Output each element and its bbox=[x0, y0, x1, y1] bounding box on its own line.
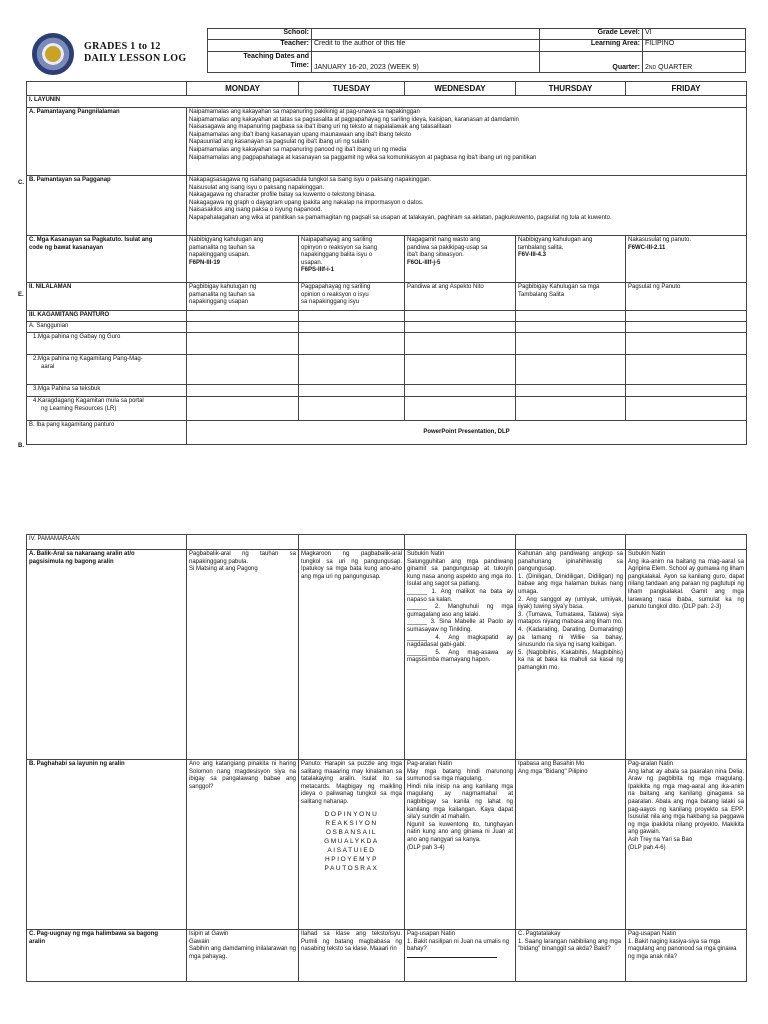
kasanayan-text: pandiwa sa pakikipag-usap sa bbox=[407, 244, 488, 251]
day-header-blank bbox=[27, 82, 187, 96]
puzzle-row: DOPINYONU bbox=[324, 810, 379, 818]
balik-aral-text: Salungguhitan ang mga pandiwang ginamit sa pangungusap at tukuyin kung nasa anong aspekto ang mga ito. Isulat ang sagot sa patlang. bbox=[407, 558, 513, 588]
pag-uugnay-thursday bbox=[516, 930, 626, 982]
pag-uugnay-text: C. Pagtatalakay bbox=[518, 931, 561, 937]
paghahabi-row bbox=[27, 760, 747, 930]
word-puzzle bbox=[301, 810, 402, 873]
nilalaman-text: sa napakinggang isyu bbox=[301, 299, 360, 306]
pag-uugnay-text: Sabihin ang damdaming inilalarawan ng mga pahayag. bbox=[189, 946, 296, 960]
margin-marker-c: C. bbox=[18, 180, 24, 186]
iba-pang-kagamitan-value: PowerPoint Presentation, DLP bbox=[187, 421, 747, 445]
paghahabi-label: B. Paghahabi sa layunin ng aralin bbox=[27, 760, 187, 930]
content-standard-line: Naipamamalas ang kakayahan sa mapanuring pakikinig at pag-unawa sa napakinggan bbox=[189, 109, 420, 115]
puzzle-row: HPIOYEMYP bbox=[324, 855, 379, 863]
balik-aral-item: 2. Ang sanggol ay (umiyak, umiiyak, iiyak) tuwing siya'y basa. bbox=[518, 596, 623, 611]
sanggunian-label: A. Sanggunian bbox=[27, 322, 187, 333]
kasanayan-row bbox=[27, 236, 747, 283]
kasanayan-text: Nabibigyang kahulugan ang bbox=[189, 237, 264, 243]
performance-standard-line: Nakapagsasagawa ng isahang pagsasadula tungkol sa isang isyu o paksang napakinggan. bbox=[189, 177, 432, 183]
day-wednesday: WEDNESDAY bbox=[405, 82, 516, 96]
balik-aral-item: 4. (Kadarating, Darating, Dumarating) pa lamang ni Willie sa bahay, sinusundo na siya ng isang kaibigan. bbox=[518, 626, 623, 649]
kasanayan-text: Nagagamit nang wasto ang bbox=[407, 237, 481, 243]
grade-level-value: VI bbox=[643, 29, 746, 40]
pag-uugnay-text: 1. Saang larangan nabibilang ang mga "bidang" binanggit sa akda? Bakit? bbox=[518, 938, 622, 953]
deped-seal-icon bbox=[32, 33, 74, 75]
procedures-table bbox=[26, 534, 747, 982]
balik-aral-text: Si Matsing at ang Pagong bbox=[189, 566, 258, 573]
pamantayan-sa-pagganap-content bbox=[187, 176, 747, 236]
school-label: School: bbox=[208, 29, 312, 40]
kasanayan-text: Nakasusulat ng panuto. bbox=[628, 237, 692, 243]
kasanayan-text: napakinggang usapan. bbox=[189, 252, 250, 259]
teaching-dates-value: JANUARY 16-20, 2023 (WEEK 9) bbox=[312, 51, 540, 72]
paghahabi-text: Pag-aralan Natin bbox=[628, 761, 674, 767]
teaching-dates-label-line2: Time: bbox=[290, 61, 309, 69]
pamantayan-sa-pagganap-label: B. Pamantayan sa Pagganap bbox=[27, 176, 187, 236]
kasanayan-monday bbox=[187, 236, 299, 283]
kasanayan-code: F6PS-IIIf-i-1 bbox=[301, 267, 335, 274]
balik-aral-label-line2: pagsisimula ng bagong aralin bbox=[29, 558, 114, 565]
balik-aral-text: Kahunan ang pandiwang angkop sa panahunang ipinahihiwatig sa pangungusap. bbox=[518, 551, 623, 573]
nilalaman-text: Pandiwa at ang Aspekto Nito bbox=[407, 284, 484, 290]
paghahabi-monday: Ano ang katangiang pinakita ni haring Solomon nang magdesisyon siya na ibigay sa pangalawang babae ang sanggol? bbox=[187, 760, 299, 930]
header bbox=[26, 28, 746, 73]
kasanayan-text: pamanalita ng tauhan sa bbox=[189, 244, 255, 251]
balik-aral-wednesday bbox=[405, 550, 516, 760]
paghahabi-text: Ang lahat ay abala sa paaralan nina Delia. Araw ng pagbibita ng mga magulang. Ipakikita ng mga mag-aaral ang ika-anim na baitang ang kanilang ginagawa sa paaralan. Abala ang mga batang lalaki sa pag-aayos ng kanilang proyekto sa EPP. Isusulat nila ang mga hakbang sa paggawa ng mga ipakikita nilang proyekto. Makikita ang gawain. bbox=[628, 768, 744, 836]
kasanayan-text: opinyon o reaksyon sa isang bbox=[301, 244, 378, 251]
balik-aral-text: Pagbabalik-aral ng tauhan sa napakinggang pabula. bbox=[189, 551, 296, 565]
paghahabi-text: Pag-aralan Natin bbox=[407, 761, 453, 767]
title-grades: GRADES 1 to 12 bbox=[84, 41, 161, 52]
nilalaman-label: II. NILALAMAN bbox=[27, 283, 187, 311]
title-daily-lesson-log: DAILY LESSON LOG bbox=[84, 53, 187, 64]
nilalaman-text: Pagbibigay Kahulugan sa mga bbox=[518, 284, 600, 290]
nilalaman-text: Pagsulat ng Panuto bbox=[628, 284, 681, 290]
paghahabi-text: Ang mga "Bidang" Pilipino bbox=[518, 768, 588, 775]
pag-uugnay-text: Pag-usapan Natin bbox=[407, 931, 456, 937]
teksbuk-label: 3.Mga Pahina sa teksbuk bbox=[27, 385, 187, 397]
gabay-guro-label: 1.Mga pahina ng Gabay ng Guro bbox=[27, 333, 187, 355]
content-standard-line: Napauunlad ang kasanayan sa pagsulat ng iba't ibang uri ng sulatin bbox=[189, 139, 369, 146]
balik-aral-friday bbox=[626, 550, 747, 760]
pag-uugnay-friday bbox=[626, 930, 747, 982]
pag-uugnay-monday bbox=[187, 930, 299, 982]
pag-uugnay-label-line2: aralin bbox=[29, 938, 46, 945]
nilalaman-text: Tambalang Salita bbox=[518, 291, 565, 298]
pag-uugnay-text: Isipin at Gawin bbox=[189, 931, 229, 937]
paghahabi-text: Ash Trey na Yari sa Bao bbox=[628, 836, 693, 843]
pag-uugnay-text: Pag-usapan Natin bbox=[628, 931, 677, 937]
kasanayan-code: F6WC-III-2.11 bbox=[628, 244, 666, 251]
kasanayan-text: iba't ibang sitwasyon. bbox=[407, 252, 464, 259]
nilalaman-text: Pagbibigay kahulugan ng bbox=[189, 284, 257, 290]
learning-area-value: FILIPINO bbox=[643, 40, 746, 51]
puzzle-row: GMUALYKDA bbox=[324, 837, 379, 845]
quarter-label: Quarter: bbox=[540, 51, 643, 72]
paghahabi-friday bbox=[626, 760, 747, 930]
performance-standard-line: Nakagagawa ng graph o dayagram upang ipakita ang nakalap na impormasyon o datos. bbox=[189, 199, 424, 206]
paghahabi-thursday bbox=[516, 760, 626, 930]
balik-aral-item: ______ 5. Ang mag-asawa ay magsisimba mamayang hapon. bbox=[407, 649, 513, 664]
balik-aral-item: ______ 3. Sina Mabelle at Paolo ay sumasayaw ng Tinikling. bbox=[407, 619, 513, 633]
puzzle-row: PAUTOSRAX bbox=[324, 864, 379, 872]
nilalaman-friday bbox=[626, 283, 747, 311]
pamamaraan-heading: IV. PAMAMARAAN bbox=[27, 535, 187, 550]
kasanayan-tuesday bbox=[299, 236, 405, 283]
pag-uugnay-text: 1. Bakit naging kasiya-siya sa mga magulang ang panonood sa mga ginawa ng mga anak nila? bbox=[628, 938, 737, 960]
kasanayan-code: F6OL-IIIf-j-5 bbox=[407, 259, 441, 266]
answer-line bbox=[407, 954, 513, 962]
content-standard-line: Naisasagawa ang mapanuring pagbasa sa iba't ibang uri ng teksto at napalalawak ang talasalitaan bbox=[189, 124, 452, 131]
balik-aral-thursday bbox=[516, 550, 626, 760]
quarter-suffix: ND bbox=[648, 65, 657, 71]
performance-standard-line: Nakagagawa ng character profile batay sa kuwento o tekstong binasa. bbox=[189, 192, 376, 199]
margin-marker-b: B. bbox=[18, 443, 24, 449]
karagdagang-kagamitan-line2: ng Learning Resources (LR) bbox=[41, 405, 117, 412]
pag-uugnay-row bbox=[27, 930, 747, 982]
balik-aral-monday bbox=[187, 550, 299, 760]
balik-aral-row bbox=[27, 550, 747, 760]
pamantayang-pangnilalaman-label: A. Pamantayang Pangnilalaman bbox=[27, 108, 187, 176]
content-standard-line: Naipamamalas ang kakayahan sa mapanuring panood ng iba't ibang uri ng media bbox=[189, 146, 407, 153]
kasanayan-code: F6PN-III-19 bbox=[189, 259, 221, 266]
quarter-word: QUARTER bbox=[656, 64, 693, 71]
kasanayan-text: napakinggang balita isyu o bbox=[301, 252, 373, 259]
paghahabi-tuesday bbox=[299, 760, 405, 930]
quarter-value bbox=[643, 51, 746, 72]
kasanayan-text: tambalang salita. bbox=[518, 244, 564, 251]
paghahabi-text: Ngunit sa kuwentong ito, tunghayan natin kung ano ang ginawa ni Juan at ano ang nangyari sa kanya. bbox=[407, 821, 513, 843]
content-standard-line: Naipamamalas ang kakayahan at tatas sa pagsasalita at pagpapahayag ng sariling ideya, kaisipan, karanasan at damdamin bbox=[189, 116, 519, 123]
kasanayan-label bbox=[27, 236, 187, 283]
performance-standard-line: Napapahalagahan ang wika at panitikan sa pamamagitan ng pagsali sa usapan at talakayan, paghiram sa aklatan, pagkukuwento, pagsulat ng tula at kuwento. bbox=[189, 214, 612, 221]
balik-aral-item: 5. (Nagbibihis, Kakabihis, Magbibihis) ka na at baka ka mahuli sa kasal ng pamangkin mo. bbox=[518, 649, 623, 671]
pag-uugnay-label-line1: C. Pag-uugnay ng mga halimbawa sa bagong bbox=[29, 931, 159, 937]
day-header-row bbox=[27, 82, 747, 96]
kagamitang-mag-aaral-line2: aaral bbox=[41, 363, 55, 370]
kagamitang-panturo-label: III. KAGAMITANG PANTURO bbox=[27, 311, 187, 322]
margin-marker-e: E. bbox=[18, 292, 24, 298]
nilalaman-row bbox=[27, 283, 747, 311]
grade-level-label: Grade Level: bbox=[540, 29, 643, 40]
nilalaman-monday bbox=[187, 283, 299, 311]
balik-aral-item: 3. (Tumawa, Tumatawa, Tatawa) siya matapos niyang mabasa ang liham mo. bbox=[518, 611, 623, 626]
pag-uugnay-wednesday bbox=[405, 930, 516, 982]
day-monday: MONDAY bbox=[187, 82, 299, 96]
nilalaman-text: napakinggang usapan bbox=[189, 299, 249, 306]
balik-aral-item: ______ 2. Manghuhuli ng mga gumagalang aso ang lalaki. bbox=[407, 604, 513, 618]
balik-aral-label-line1: A. Balik-Aral sa nakaraang aralin at/o bbox=[29, 551, 135, 557]
karagdagang-kagamitan-line1: 4.Karagdagang Kagamitan mula sa portal bbox=[33, 398, 144, 404]
paghahabi-text: Panuto: Harapin sa puzzle ang mga salitang maaaring may kinalaman sa tatalakaying aralin. Isulat ito sa metacards. Magbigay ng maikling ideya o paliwanag tungkol sa mga salitang nahanap. bbox=[301, 761, 402, 805]
kagamitang-mag-aaral-line1: 2.Mga pahina ng Kagamitang Pang-Mag- bbox=[33, 356, 143, 362]
paghahabi-text: (DLP pah 3-4) bbox=[407, 844, 445, 851]
teaching-dates-label bbox=[208, 51, 312, 72]
paghahabi-text: Ipabasa ang Basahin Mo bbox=[518, 761, 585, 767]
balik-aral-item: ______ 1. Ang malikot na bata ay napaso sa kalan. bbox=[407, 588, 513, 603]
balik-aral-item: ______ 4. Ang magkapatid ay nagdadasal gabi-gabi. bbox=[407, 634, 513, 649]
karagdagang-kagamitan-label bbox=[27, 397, 187, 421]
school-value bbox=[312, 29, 540, 40]
paghahabi-wednesday bbox=[405, 760, 516, 930]
learning-area-label: Learning Area: bbox=[540, 40, 643, 51]
kasanayan-label-line1: C. Mga Kasanayan sa Pagkatuto. Isulat ang bbox=[29, 237, 153, 243]
nilalaman-text: Pagpapahayag ng sariling bbox=[301, 284, 371, 290]
balik-aral-text: Ang ika-anim na baitang na mag-aaral sa Agripina Elem. School ay gumawa ng liham pangkalakal. Ayon sa kanilang guro, dapat nilang tandaan ang paraan ng pagtutupi ng liham pangkalakal. Gamit ang mga larawang nasa ibaba, sumulat ka ng panuto tungkol dito. (DLP pah. 2-3) bbox=[628, 558, 744, 611]
pag-uugnay-text: Gawain bbox=[189, 938, 210, 945]
paghahabi-text: May mga batang hindi marunong sumunod sa mga magulang. bbox=[407, 768, 513, 783]
objectives-table bbox=[26, 81, 747, 445]
day-tuesday: TUESDAY bbox=[299, 82, 405, 96]
pag-uugnay-tuesday: Ilahad sa klase ang teksto/isyu. Pumili ng batang magbabasa ng nasabing teksto sa klase. Maaari rin bbox=[299, 930, 405, 982]
paghahabi-text: Hindi nila inisip na ang kanilang mga magulang ay nagmamahal at nagbibigay sa kanila ng lahat ng kanilang mga kailangan. Kaya dapat sila'y sundin at mahalin. bbox=[407, 783, 513, 821]
puzzle-row: OSBANSAIL bbox=[325, 828, 378, 836]
nilalaman-tuesday bbox=[299, 283, 405, 311]
puzzle-row: AISATUIED bbox=[327, 846, 376, 854]
kasanayan-text: Naipapahayag ang sariling bbox=[301, 237, 373, 243]
balik-aral-text: Subukin Natin bbox=[628, 551, 666, 557]
kasanayan-label-line2: code ng bawat kasanayan bbox=[29, 244, 104, 251]
performance-standard-line: Naisusulat ang isang isyu o paksang napakinggan. bbox=[189, 184, 325, 191]
puzzle-row: REAKSIYON bbox=[325, 819, 378, 827]
kasanayan-code: F6V-III-4.3 bbox=[518, 252, 547, 259]
nilalaman-wednesday bbox=[405, 283, 516, 311]
kasanayan-wednesday bbox=[405, 236, 516, 283]
day-thursday: THURSDAY bbox=[516, 82, 626, 96]
kasanayan-text: Nabibigyang kahulugan ang bbox=[518, 237, 593, 243]
iba-pang-kagamitan-label: B. Iba pang kagamitang panturo bbox=[27, 421, 187, 445]
nilalaman-thursday bbox=[516, 283, 626, 311]
balik-aral-label bbox=[27, 550, 187, 760]
kasanayan-text: usapan. bbox=[301, 259, 323, 266]
header-info-table bbox=[207, 28, 746, 73]
balik-aral-item: 1. (Diniligan, Dinidiligan, Didiligan) ng babae ang mga halaman bukas nang umaga. bbox=[518, 573, 623, 595]
nilalaman-text: opinion o reaksyon o isyu bbox=[301, 291, 369, 298]
teacher-label: Teacher: bbox=[208, 40, 312, 51]
day-friday: FRIDAY bbox=[626, 82, 747, 96]
kasanayan-thursday bbox=[516, 236, 626, 283]
quarter-number: 2 bbox=[645, 64, 649, 71]
pag-uugnay-label bbox=[27, 930, 187, 982]
nilalaman-text: pamanalita ng tauhan sa bbox=[189, 291, 255, 298]
paghahabi-text: (DLP pah.4-6) bbox=[628, 844, 666, 851]
layunin-heading: I. LAYUNIN bbox=[27, 96, 747, 108]
teacher-value: Credit to the author of this file bbox=[312, 40, 540, 51]
content-standard-line: Naipamamalas ang pagpapahalaga at kasanayan sa paggamit ng wika sa komunikasyon at pagbasa ng iba't ibang uri ng panitikan bbox=[189, 154, 537, 161]
performance-standard-line: Naisasakilos ang isang paksa o isyung napanood. bbox=[189, 207, 323, 214]
pag-uugnay-text: 1. Bakit nasilipan ni Juan na umalis ng bahay? bbox=[407, 938, 510, 953]
kasanayan-friday bbox=[626, 236, 747, 283]
teaching-dates-label-line1: Teaching Dates and bbox=[243, 52, 309, 60]
balik-aral-tuesday: Magkaroon ng pagbabalik-aral tungkol sa uri ng pangungusap. Ipatukoy sa mga bata kung ano-ano ang mga uri ng pangungusap. bbox=[299, 550, 405, 760]
content-standard-line: Naipamamalas ang iba't ibang kasanayan upang maunawaan ang iba't ibang teksto bbox=[189, 131, 412, 138]
pamantayang-pangnilalaman-content bbox=[187, 108, 747, 176]
balik-aral-text: Subukin Natin bbox=[407, 551, 445, 557]
kagamitang-mag-aaral-label bbox=[27, 355, 187, 385]
